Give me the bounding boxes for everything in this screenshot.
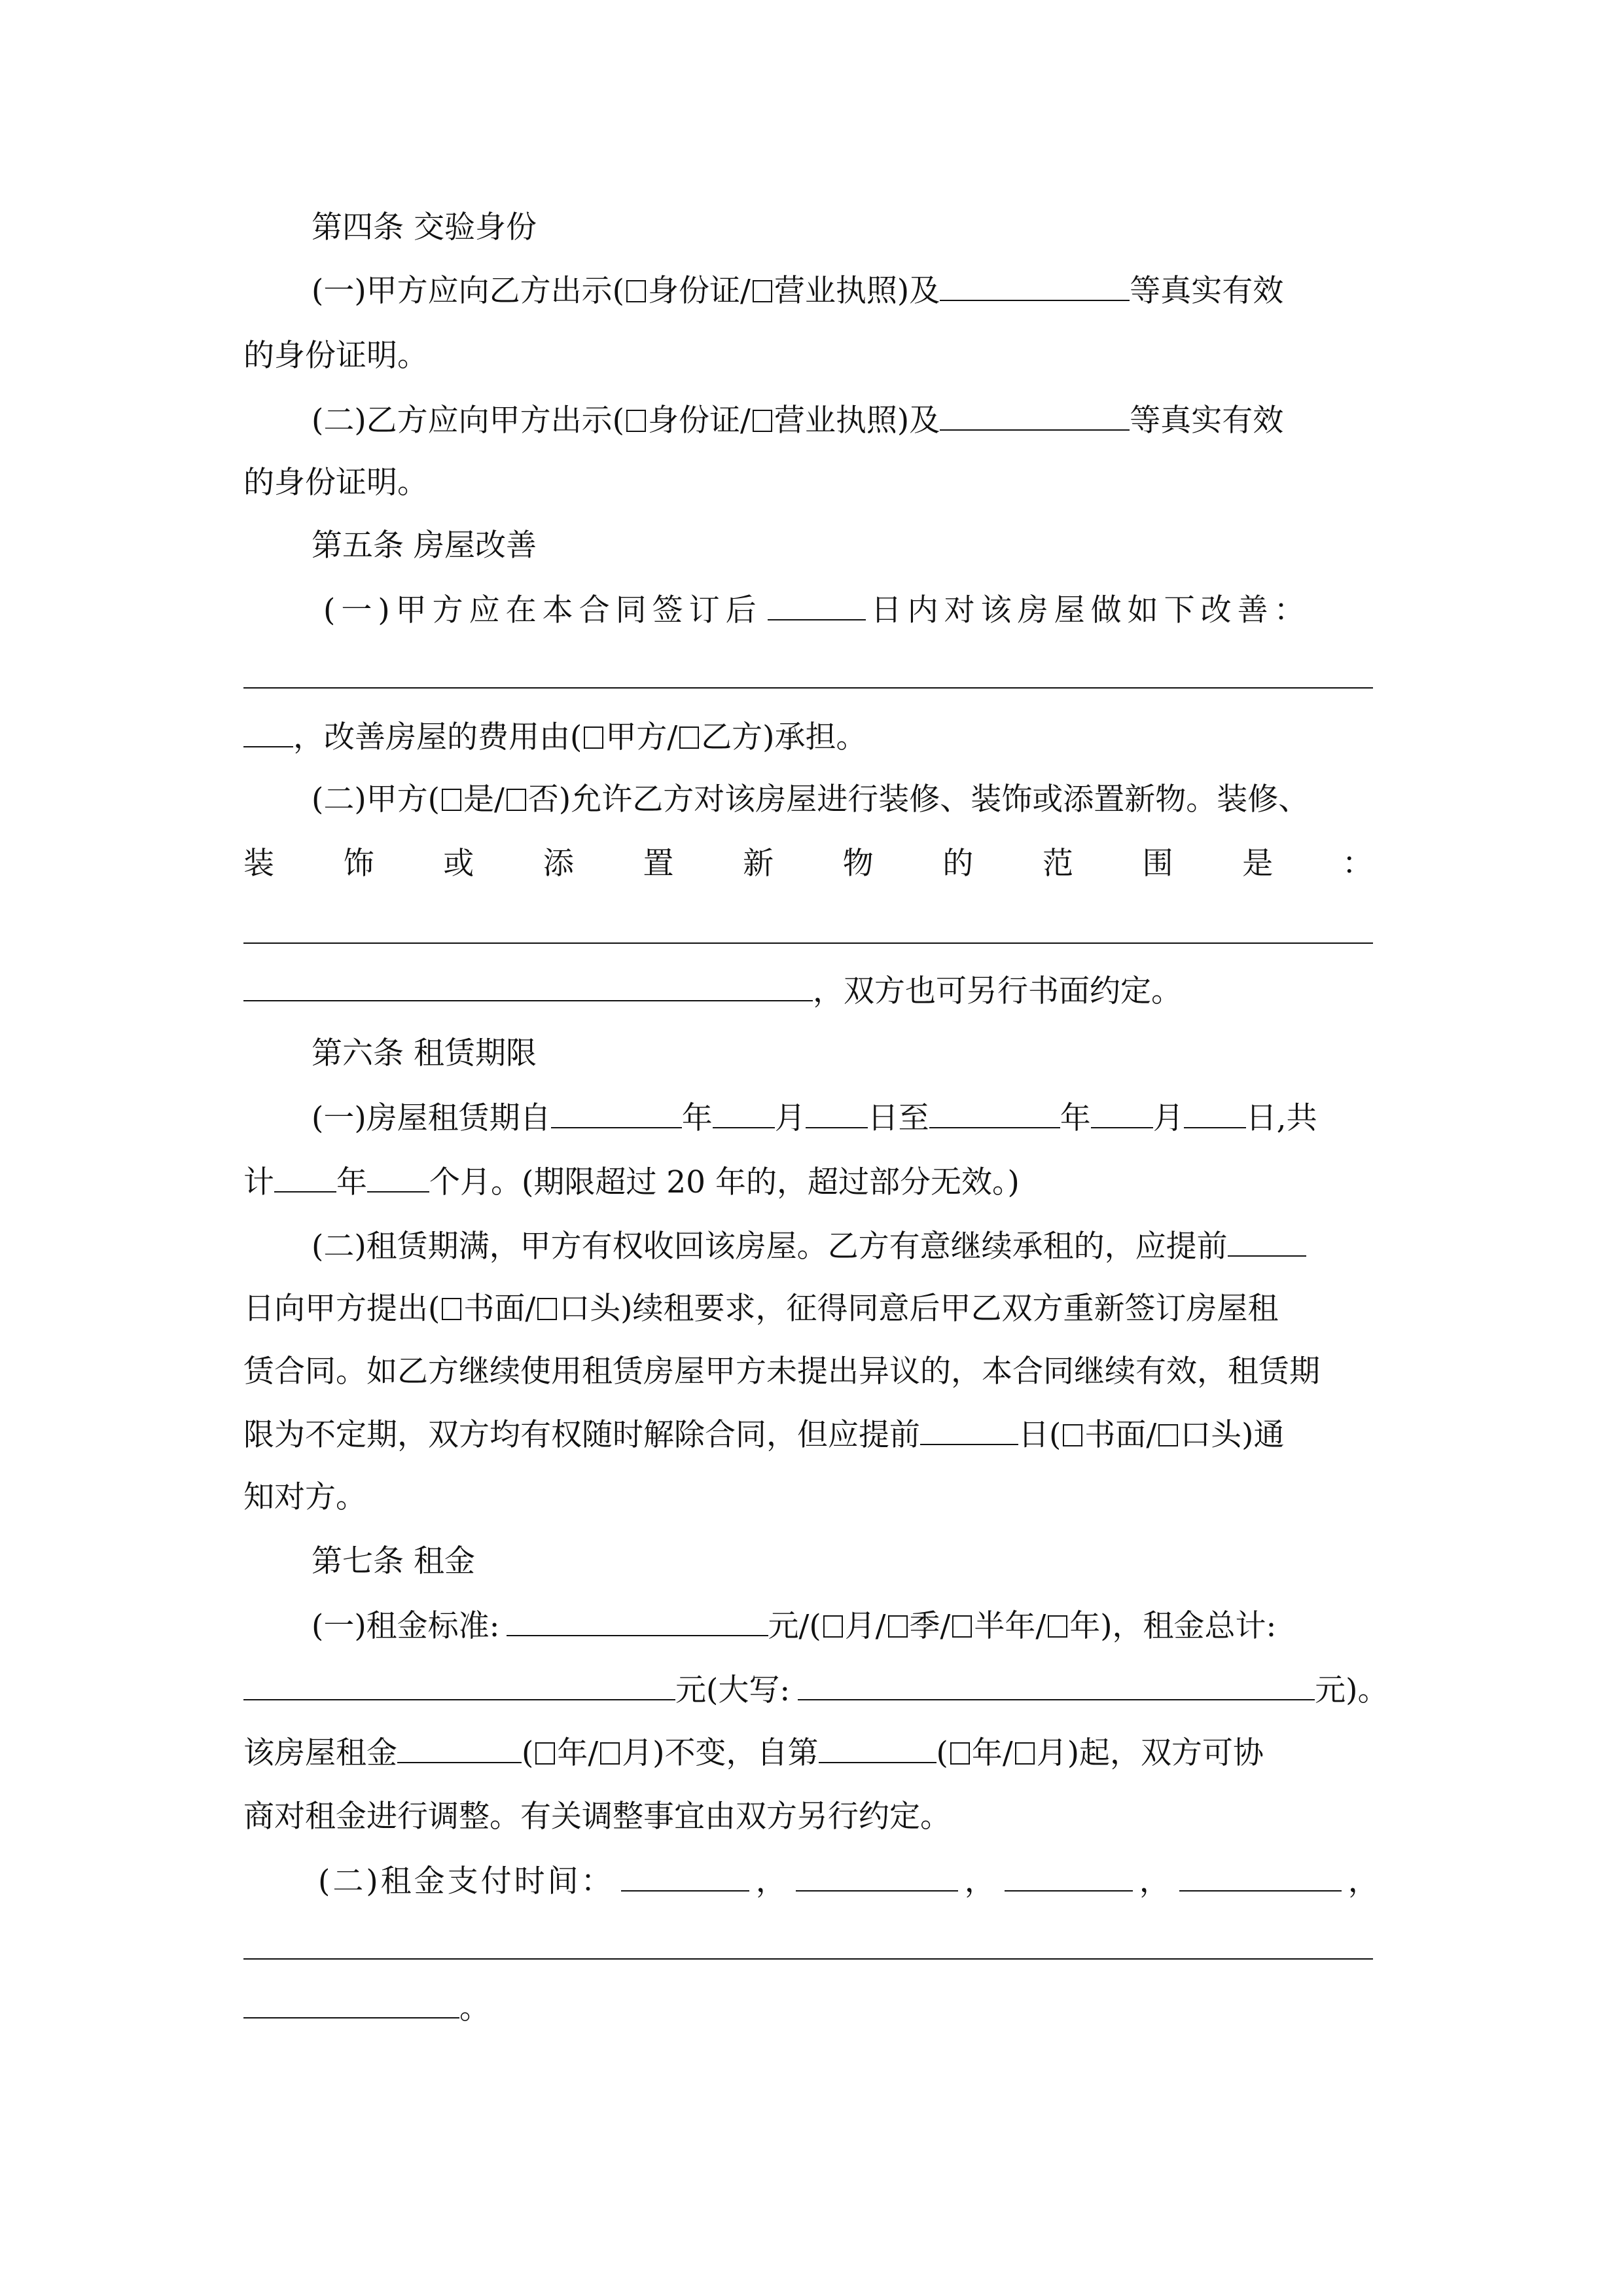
article-4-clause-2 bbox=[312, 401, 1283, 440]
month-checkbox[interactable] bbox=[1015, 1742, 1035, 1765]
article-6-clause-2-l3: 赁合同。如乙方继续使用租赁房屋甲方未提出异议的，本合同继续有效，租赁期 bbox=[243, 1354, 1320, 1390]
article-4-clause-1-end: 的身份证明。 bbox=[243, 338, 428, 374]
article-7-title: 第七条 租金 bbox=[312, 1543, 475, 1579]
char: 围 bbox=[1142, 846, 1173, 882]
oral-checkbox[interactable] bbox=[537, 1298, 557, 1320]
text: 月 bbox=[774, 1100, 806, 1136]
text: 营业执照)及 bbox=[774, 403, 940, 439]
article-5-clause-2-end bbox=[243, 971, 1182, 1011]
end-month-blank[interactable] bbox=[1091, 1098, 1153, 1128]
written-checkbox[interactable] bbox=[442, 1298, 461, 1320]
text: (二)租赁期满，甲方有权收回该房屋。乙方有意继续承租的，应提前 bbox=[312, 1229, 1228, 1265]
end-year-blank[interactable] bbox=[929, 1098, 1060, 1128]
quarterly-checkbox[interactable] bbox=[888, 1615, 908, 1638]
char: 的 bbox=[942, 846, 974, 882]
article-7-clause-1-l2 bbox=[243, 1670, 1389, 1710]
text: 日( bbox=[1018, 1417, 1061, 1453]
char: 物 bbox=[842, 846, 874, 882]
business-license-checkbox[interactable] bbox=[753, 280, 772, 302]
text: 元(大写: bbox=[675, 1672, 791, 1708]
article-5-clause-1-end bbox=[243, 717, 867, 757]
improvement-blank-line[interactable] bbox=[243, 687, 1373, 689]
id-card-checkbox[interactable] bbox=[626, 410, 646, 432]
text: 书面/ bbox=[1084, 1417, 1157, 1453]
text: 该房屋租金 bbox=[243, 1735, 397, 1771]
text: (一)甲方应在本合同签订后 bbox=[323, 592, 762, 628]
article-6-clause-2-l4 bbox=[243, 1415, 1285, 1455]
char: ： bbox=[1342, 846, 1373, 882]
half-year-checkbox[interactable] bbox=[952, 1615, 972, 1638]
text: 月)起，双方可协 bbox=[1036, 1735, 1264, 1771]
text: 等真实有效 bbox=[1130, 273, 1284, 309]
char: 添 bbox=[543, 846, 574, 882]
oral-checkbox[interactable] bbox=[1158, 1424, 1178, 1446]
text: ， bbox=[755, 1863, 789, 1899]
article-7-clause-1-end: 商对租金进行调整。有关调整事宜由双方另行约定。 bbox=[243, 1799, 951, 1835]
char: 置 bbox=[643, 846, 674, 882]
notice-days-blank[interactable] bbox=[920, 1415, 1018, 1445]
party-b-checkbox[interactable] bbox=[679, 726, 699, 749]
text: 月/ bbox=[844, 1608, 886, 1644]
scope-blank-tail[interactable] bbox=[243, 971, 813, 1001]
text: 日向甲方提出( bbox=[243, 1291, 440, 1327]
adjust-start-blank[interactable] bbox=[819, 1733, 936, 1763]
article-6-clause-2 bbox=[312, 1227, 1306, 1266]
text: 营业执照)及 bbox=[774, 273, 940, 309]
yes-checkbox[interactable] bbox=[442, 789, 461, 811]
text: 是/ bbox=[463, 781, 505, 817]
text: ( bbox=[936, 1735, 948, 1771]
text: (二)乙方应向甲方出示( bbox=[312, 403, 625, 439]
text: 个月。(期限超过 20 年的，超过部分无效。) bbox=[429, 1164, 1020, 1200]
text: 乙方)承担。 bbox=[701, 719, 867, 755]
year-checkbox[interactable] bbox=[535, 1742, 555, 1765]
rent-standard-blank[interactable] bbox=[507, 1606, 768, 1636]
total-years-blank[interactable] bbox=[274, 1162, 336, 1193]
article-7-clause-1 bbox=[312, 1606, 1276, 1646]
text: 月)不变，自第 bbox=[622, 1735, 819, 1771]
article-7-clause-1-l3 bbox=[243, 1733, 1264, 1773]
article-4-title: 第四条 交验身份 bbox=[312, 209, 537, 245]
article-6-clause-2-end: 知对方。 bbox=[243, 1479, 366, 1515]
id-card-checkbox[interactable] bbox=[626, 280, 646, 302]
text: 年)，租金总计: bbox=[1069, 1608, 1277, 1644]
improvement-blank-tail[interactable] bbox=[243, 717, 293, 747]
monthly-checkbox[interactable] bbox=[823, 1615, 843, 1638]
text: 。 bbox=[459, 1990, 490, 2026]
article-6-clause-1-end bbox=[243, 1162, 1020, 1202]
article-4-clause-2-end: 的身份证明。 bbox=[243, 465, 428, 501]
char: 新 bbox=[743, 846, 774, 882]
payment-time-blank-1[interactable] bbox=[621, 1861, 749, 1892]
text: 季/ bbox=[909, 1608, 951, 1644]
month-checkbox[interactable] bbox=[600, 1742, 620, 1765]
text: 身份证/ bbox=[648, 403, 751, 439]
text: 年 bbox=[1060, 1100, 1091, 1136]
text: 口头)续租要求，征得同意后甲乙双方重新签订房屋租 bbox=[559, 1291, 1279, 1327]
char: 是 bbox=[1242, 846, 1274, 882]
total-months-blank[interactable] bbox=[367, 1162, 429, 1193]
end-day-blank[interactable] bbox=[1184, 1098, 1246, 1128]
text: 书面/ bbox=[463, 1291, 536, 1327]
text: 半年/ bbox=[974, 1608, 1046, 1644]
text: 甲方/ bbox=[605, 719, 678, 755]
char: 或 bbox=[443, 846, 474, 882]
start-month-blank[interactable] bbox=[713, 1098, 775, 1128]
payment-time-blank-line[interactable] bbox=[243, 1958, 1373, 1960]
text: 日内对该房屋做如下改善： bbox=[870, 592, 1311, 628]
text: 日,共 bbox=[1245, 1100, 1317, 1136]
text: 月 bbox=[1152, 1100, 1184, 1136]
text: (一)甲方应向乙方出示( bbox=[312, 273, 625, 309]
text: (二)租金支付时间： bbox=[318, 1863, 615, 1899]
article-5-scope-line bbox=[243, 844, 1373, 884]
payment-time-blank-3[interactable] bbox=[1005, 1861, 1133, 1892]
no-checkbox[interactable] bbox=[507, 789, 526, 811]
text: ，改善房屋的费用由( bbox=[293, 719, 582, 755]
text: ( bbox=[522, 1735, 534, 1771]
payment-time-blank-2[interactable] bbox=[796, 1861, 958, 1892]
text: 计 bbox=[243, 1164, 274, 1200]
text: 身份证/ bbox=[648, 273, 751, 309]
char: 范 bbox=[1043, 846, 1073, 882]
text: 限为不定期，双方均有权随时解除合同，但应提前 bbox=[243, 1417, 920, 1453]
scope-blank-line[interactable] bbox=[243, 942, 1373, 944]
text: ， bbox=[1347, 1863, 1382, 1899]
article-7-clause-2-end bbox=[243, 1988, 490, 2028]
article-5-title: 第五条 房屋改善 bbox=[312, 528, 537, 564]
article-6-title: 第六条 租赁期限 bbox=[312, 1035, 537, 1071]
yearly-checkbox[interactable] bbox=[1048, 1615, 1067, 1638]
article-5-clause-2 bbox=[312, 780, 1309, 819]
text: 年 bbox=[336, 1164, 367, 1200]
text: 口头)通 bbox=[1180, 1417, 1285, 1453]
text: 年/ bbox=[557, 1735, 599, 1771]
text: 否)允许乙方对该房屋进行装修、装饰或添置新物。装修、 bbox=[527, 781, 1310, 817]
written-checkbox[interactable] bbox=[1063, 1424, 1082, 1446]
text: (二)甲方( bbox=[312, 781, 440, 817]
text: ， bbox=[1139, 1863, 1173, 1899]
other-id-blank[interactable] bbox=[940, 401, 1130, 431]
start-day-blank[interactable] bbox=[806, 1098, 868, 1128]
text: (一)房屋租赁期自 bbox=[312, 1100, 551, 1136]
article-6-clause-2-l2 bbox=[243, 1289, 1279, 1329]
text: ，双方也可另行书面约定。 bbox=[813, 973, 1182, 1009]
char: 饰 bbox=[343, 846, 374, 882]
text: 年 bbox=[681, 1100, 713, 1136]
text: 日至 bbox=[867, 1100, 929, 1136]
article-6-clause-1 bbox=[312, 1098, 1317, 1138]
year-checkbox[interactable] bbox=[950, 1742, 970, 1765]
party-a-checkbox[interactable] bbox=[584, 726, 603, 749]
article-4-clause-1 bbox=[312, 271, 1283, 311]
start-year-blank[interactable] bbox=[551, 1098, 682, 1128]
other-id-blank[interactable] bbox=[940, 271, 1130, 301]
rent-fixed-period-blank[interactable] bbox=[397, 1733, 522, 1763]
rent-total-blank[interactable] bbox=[243, 1670, 675, 1700]
text: 年/ bbox=[971, 1735, 1013, 1771]
rent-total-uppercase-blank[interactable] bbox=[798, 1670, 1315, 1700]
text: 等真实有效 bbox=[1130, 403, 1284, 439]
text: ， bbox=[964, 1863, 998, 1899]
text: 元)。 bbox=[1315, 1672, 1389, 1708]
article-7-clause-2 bbox=[318, 1861, 1388, 1901]
article-5-clause-1 bbox=[323, 590, 1311, 630]
text: 元/( bbox=[768, 1608, 821, 1644]
business-license-checkbox[interactable] bbox=[753, 410, 772, 432]
days-blank[interactable] bbox=[768, 590, 866, 620]
renewal-days-blank[interactable] bbox=[1228, 1227, 1306, 1257]
payment-time-blank-4[interactable] bbox=[1179, 1861, 1342, 1892]
text: (一)租金标准: bbox=[312, 1608, 500, 1644]
payment-time-blank-tail[interactable] bbox=[243, 1988, 459, 2018]
char: 装 bbox=[243, 846, 274, 882]
